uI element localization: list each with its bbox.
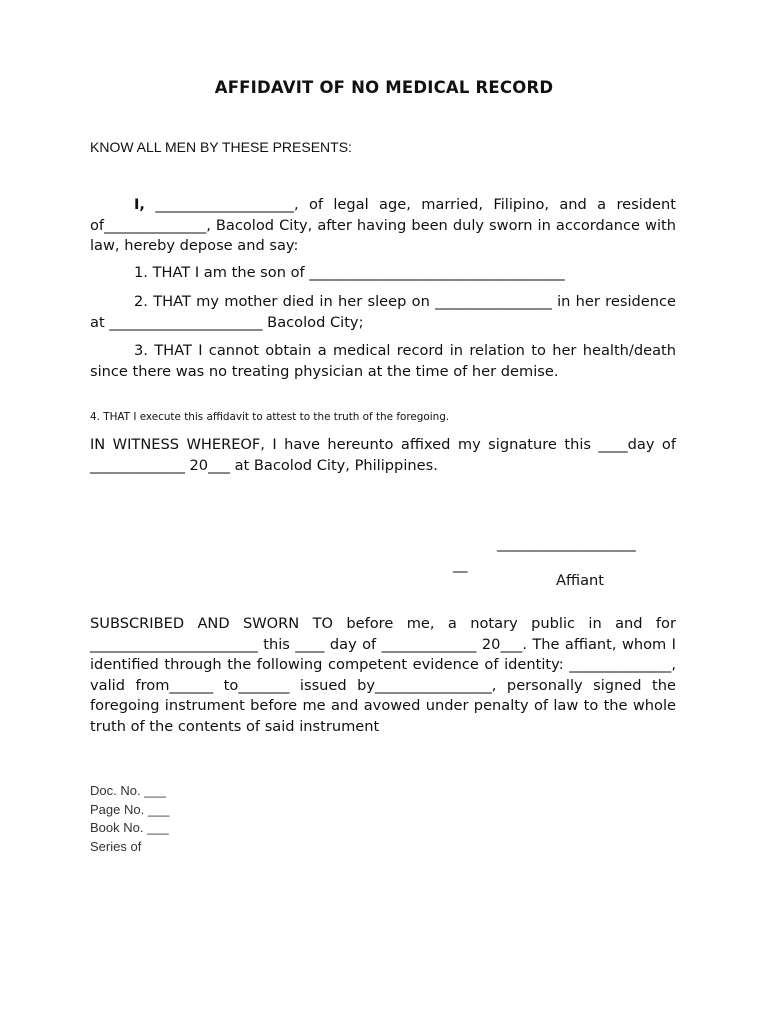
clause-4: 4. THAT I execute this affidavit to attest to the truth of the foregoing. bbox=[90, 411, 450, 423]
book-number: Book No. ___ bbox=[90, 820, 169, 835]
clause-2: 2. THAT my mother died in her sleep on ________________ in her residence at _____________________ Bacolod City; bbox=[90, 293, 676, 331]
page-number: Page No. ___ bbox=[90, 801, 170, 817]
clause-3: 3. THAT I cannot obtain a medical record in relation to her health/death since there was no treating physician at the time of her demise. bbox=[90, 342, 676, 380]
jurat-paragraph: SUBSCRIBED AND SWORN TO before me, a notary public in and for _______________________ this ____ day of _____________ 20___. The affiant, whom I identified through the following competent evidence of identity: ______________, valid from______ to_______ issued by________________, personally signed the foregoing instrument before me and avowed under penalty of law to the whole truth of the contents of said instrument bbox=[90, 615, 676, 735]
doc-number: Doc. No. ___ bbox=[90, 783, 166, 798]
intro-pronoun: I, bbox=[134, 196, 145, 213]
series-of: Series of bbox=[90, 838, 142, 854]
affiant-label: Affiant bbox=[556, 572, 605, 589]
intro-paragraph bbox=[90, 195, 676, 257]
clause-1: 1. THAT I am the son of ___________________________________ bbox=[134, 264, 565, 281]
witness-paragraph: IN WITNESS WHEREOF, I have hereunto affixed my signature this ____day of _____________ 20___ at Bacolod City, Philippines. bbox=[90, 436, 676, 474]
notarial-register bbox=[90, 782, 170, 856]
opening-line: KNOW ALL MEN BY THESE PRESENTS: bbox=[90, 139, 352, 155]
signature-line-tail: __ bbox=[453, 556, 468, 573]
document-title: AFFIDAVIT OF NO MEDICAL RECORD bbox=[214, 78, 554, 97]
intro-text: ___________________, of legal age, married, Filipino, and a resident of______________, Bacolod City, after having been duly sworn in accordance with law, hereby depose and say: bbox=[90, 196, 676, 255]
signature-line: ___________________ bbox=[497, 535, 636, 552]
